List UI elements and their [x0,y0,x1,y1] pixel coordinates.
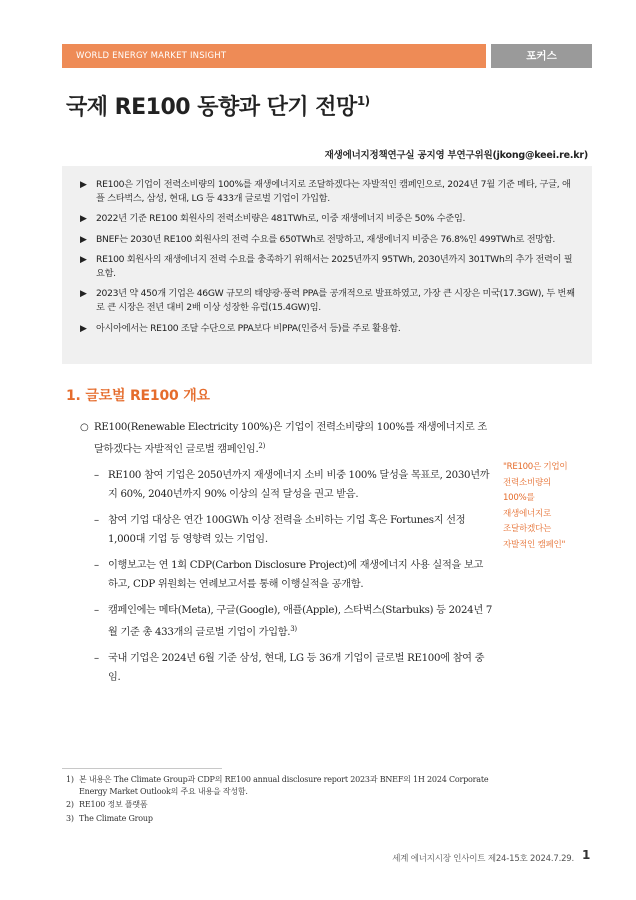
dash-bullet-icon: – [94,605,99,616]
footnote-text: The Climate Group [79,813,153,823]
header-tag [491,44,592,68]
footnote-number: 2) [66,800,74,809]
dash-bullet-icon: – [94,653,99,664]
section-title: 1. 글로벌 RE100 개요 [66,388,210,404]
sub-bullet-text: 국내 기업은 2024년 6월 기준 삼성, 현대, LG 등 36개 기업이 글로벌 RE100에 참여 중임. [108,653,485,683]
sub-bullet-item [94,511,492,549]
summary-item-text: RE100은 기업이 전력소비량의 100%를 재생에너지로 조달하겠다는 자발적인 캠페인으로, 2024년 7월 기준 메타, 구글, 애플 스타벅스, 삼성, 현대, LG 등 433개 글로벌 기업이 가입함. [96,179,571,205]
footnote-item [66,813,506,825]
summary-item [80,212,576,226]
dash-bullet-icon: – [94,560,99,571]
author-line: 재생에너지정책연구실 공지영 부연구위원(jkong@keei.re.kr) [324,150,588,161]
dash-bullet-icon: – [94,470,99,481]
body-content [80,418,492,694]
triangle-bullet-icon: ▶ [80,214,87,225]
sub-bullet-item [94,649,492,687]
sub-bullet-text: RE100 참여 기업은 2050년까지 재생에너지 소비 비중 100% 달성을 목표로, 2030년까지 60%, 2040년까지 90% 이상의 실적 달성을 권고 받음. [108,470,490,500]
footnote-text: 본 내용은 The Climate Group과 CDP의 RE100 annual disclosure report 2023과 BNEF의 1H 2024 Corporate Energy Market Outlook의 주요 내용을 작성함. [79,775,489,796]
sub-bullet-text: 캠페인에는 메타(Meta), 구글(Google), 애플(Apple), 스타벅스(Starbuks) 등 2024년 7월 기준 총 433개의 글로벌 기업이 가입함. [108,605,493,638]
footnote-number: 3) [66,813,74,823]
footnote-item [66,799,506,811]
pull-quote-line: 100%를 [503,493,535,503]
footnote-mark[interactable]: 3) [290,625,297,633]
triangle-bullet-icon: ▶ [80,323,87,334]
summary-item-text: 2022년 기준 RE100 회원사의 전력소비량은 481TWh로, 이중 재생에너지 비중은 50% 수준임. [96,213,466,225]
summary-item [80,287,576,315]
main-bullet-text: RE100(Renewable Electricity 100%)은 기업이 전력소비량의 100%를 재생에너지로 조달하겠다는 자발적인 글로벌 캠페인임. [94,422,487,455]
summary-item [80,233,576,247]
page-footer: 세계 에너지시장 인사이트 제24-15호 2024.7.29. [392,854,574,864]
summary-item [80,253,576,281]
pull-quote-line: 재생에너지로 [503,508,552,519]
footnote-number: 1) [66,775,74,784]
footnote-divider [62,768,222,769]
main-bullet-item [80,418,492,459]
summary-box [62,166,592,364]
page-title [66,90,370,121]
triangle-bullet-icon: ▶ [80,289,87,300]
pull-quote [503,460,591,553]
triangle-bullet-icon: ▶ [80,180,87,190]
dash-bullet-icon: – [94,515,99,526]
footnote-mark[interactable]: 2) [258,442,266,450]
sub-bullet-item [94,601,492,642]
header-series-label: WORLD ENERGY MARKET INSIGHT [76,51,227,61]
sub-bullet-item [94,556,492,594]
pull-quote-line: 자발적인 캠페인" [503,539,566,550]
summary-item-text: 2023년 약 450개 기업은 46GW 규모의 태양광·풍력 PPA를 공개적으로 발표하였고, 가장 큰 시장은 미국(17.3GW), 두 번째로 큰 시장은 전년 대비 2배 이상 성장한 유럽(15.4GW)임. [96,288,575,314]
pull-quote-line: "RE100은 기업이 [503,462,568,472]
summary-item-text: BNEF는 2030년 RE100 회원사의 전력 수요를 650TWh로 전망하고, 재생에너지 비중은 76.8%인 499TWh로 전망함. [96,233,556,245]
pull-quote-line: 조달하겠다는 [503,524,552,534]
page-number: 1 [582,848,591,862]
footnote-text: RE100 정보 플랫폼 [79,800,148,809]
page-title-text: 국제 RE100 동향과 단기 전망 [66,95,357,120]
sub-bullet-text: 참여 기업 대상은 연간 100GWh 이상 전력을 소비하는 기업 혹은 Fortunes지 선정 1,000대 기업 등 영향력 있는 기업임. [108,515,466,545]
triangle-bullet-icon: ▶ [80,234,87,245]
header-series-bar [62,44,486,68]
title-footnote-mark[interactable]: 1) [356,94,370,108]
sub-bullet-item [94,466,492,504]
header-tag-label: 포커스 [526,50,557,62]
sub-bullet-text: 이행보고는 연 1회 CDP(Carbon Disclosure Project)에 재생에너지 사용 실적을 보고하고, CDP 위원회는 연례보고서를 통해 이행실적을 공개함. [108,560,484,590]
summary-item-text: 아시아에서는 RE100 조달 수단으로 PPA보다 비PPA(인증서 등)를 주로 활용함. [96,322,401,334]
circle-bullet-icon: ○ [80,422,89,433]
footnotes [66,774,506,826]
footnote-item [66,774,506,797]
summary-item [80,178,576,206]
summary-item-text: RE100 회원사의 재생에너지 전력 수요를 충족하기 위해서는 2025년까지 95TWh, 2030년까지 301TWh의 추가 전력이 필요함. [96,253,573,280]
triangle-bullet-icon: ▶ [80,254,87,265]
pull-quote-line: 전력소비량의 [503,477,552,488]
summary-item [80,322,576,336]
